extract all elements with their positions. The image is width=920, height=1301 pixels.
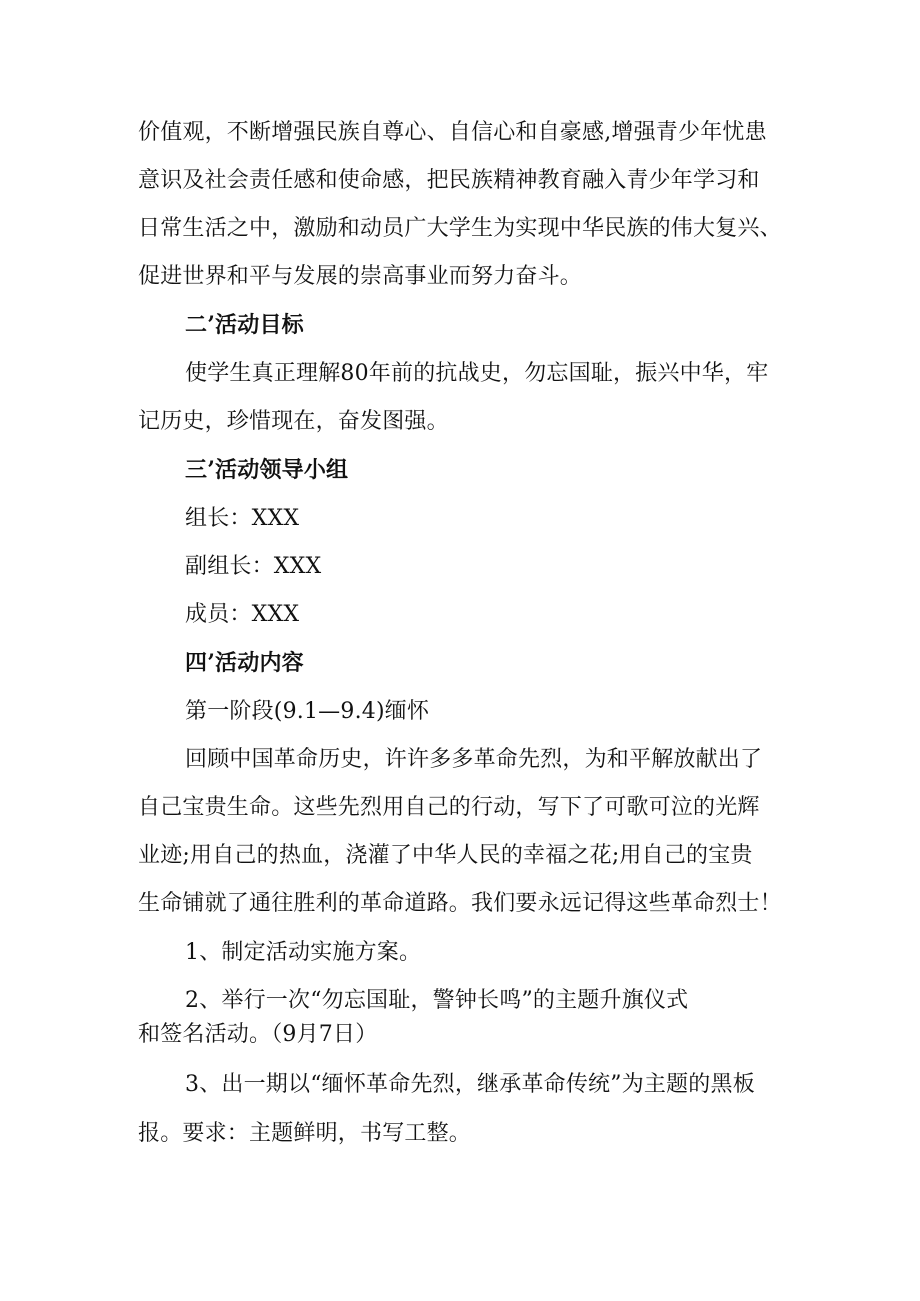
list-item-1: 1、制定活动实施方案。 bbox=[185, 940, 422, 965]
group-leader: 组长：XXX bbox=[185, 506, 300, 531]
stage-1-para-line-1: 回顾中国革命历史，许许多多革命先烈，为和平解放献出了 bbox=[185, 747, 763, 772]
list-item-3-line-2: 报。要求：主题鲜明，书写工整。 bbox=[138, 1121, 472, 1146]
stage-1-para-line-4: 生命铺就了通往胜利的革命道路。我们要永远记得这些革命烈士！ bbox=[138, 891, 782, 916]
stage-1-para-line-3: 业迹;用自己的热血，浇灌了中华人民的幸福之花;用自己的宝贵 bbox=[138, 843, 753, 868]
intro-line-1: 价值观，不断增强民族自尊心、自信心和自豪感,增强青少年忧患 bbox=[138, 120, 767, 145]
list-item-2-line-2: 和签名活动。（9月7日） bbox=[138, 1022, 378, 1047]
section-2-line-2: 记历史，珍惜现在，奋发图强。 bbox=[138, 409, 449, 434]
group-deputy-leader: 副组长：XXX bbox=[185, 554, 322, 579]
list-item-3-line-1: 3、出一期以“缅怀革命先烈，继承革命传统”为主题的黑板 bbox=[185, 1072, 755, 1097]
intro-line-4: 促进世界和平与发展的崇高事业而努力奋斗。 bbox=[138, 264, 583, 289]
stage-1-title: 第一阶段(9.1—9.4)缅怀 bbox=[185, 699, 430, 724]
section-4-heading: 四’活动内容 bbox=[185, 650, 304, 676]
list-item-2-line-1: 2、举行一次“勿忘国耻，警钟长鸣”的主题升旗仪式 bbox=[185, 988, 689, 1013]
stage-1-para-line-2: 自己宝贵生命。这些先烈用自己的行动，写下了可歌可泣的光辉 bbox=[138, 795, 760, 820]
group-members: 成员：XXX bbox=[185, 602, 300, 627]
section-2-heading: 二’活动目标 bbox=[185, 312, 304, 338]
intro-line-2: 意识及社会责任感和使命感，把民族精神教育融入青少年学习和 bbox=[138, 168, 760, 193]
section-2-line-1: 使学生真正理解80年前的抗战史，勿忘国耻，振兴中华，牢 bbox=[185, 361, 769, 386]
section-3-heading: 三’活动领导小组 bbox=[185, 457, 349, 483]
intro-line-3: 日常生活之中，激励和动员广大学生为实现中华民族的伟大复兴、 bbox=[138, 216, 782, 241]
